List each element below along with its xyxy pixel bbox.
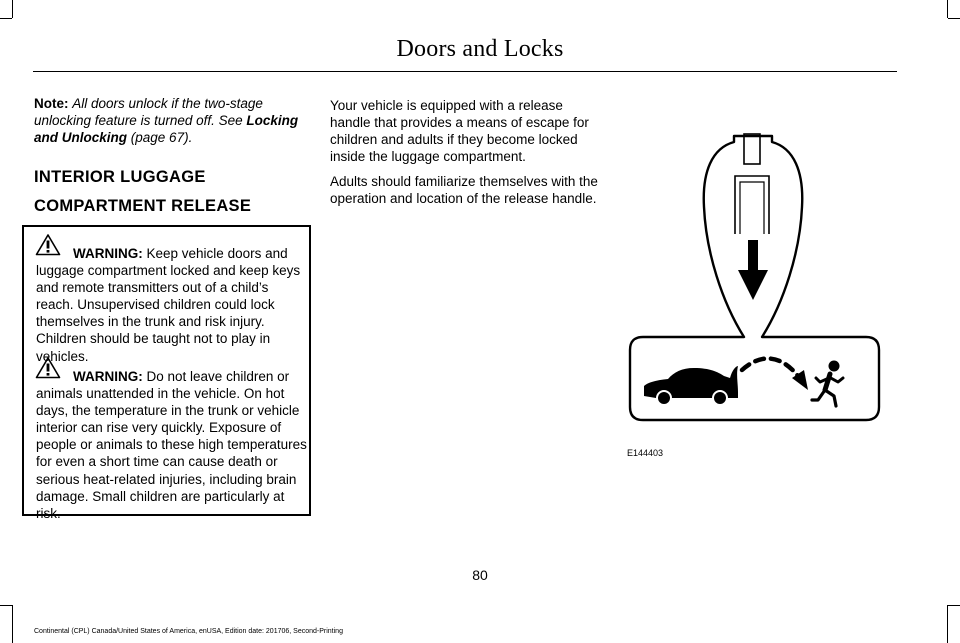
running-child-icon bbox=[812, 361, 843, 407]
warning-2 bbox=[36, 368, 309, 522]
warning-2-label: WARNING: bbox=[73, 369, 143, 384]
crop-mark bbox=[12, 605, 13, 643]
warning-box bbox=[22, 225, 311, 521]
trunk-release-handle-illustration bbox=[622, 132, 884, 424]
footer-edition-text: Continental (CPL) Canada/United States of America, enUSA, Edition date: 201706, Second-Printing bbox=[34, 628, 343, 635]
note-page-ref: (page 67). bbox=[130, 130, 193, 145]
crop-mark bbox=[0, 18, 12, 19]
note-paragraph bbox=[34, 95, 308, 146]
note-text: All doors unlock if the two-stage unlocking feature is turned off. See bbox=[34, 96, 263, 128]
section-heading-line-1: INTERIOR LUGGAGE bbox=[34, 168, 206, 186]
escape-arrowhead bbox=[792, 370, 808, 390]
warning-1 bbox=[36, 245, 309, 365]
down-arrow-icon bbox=[738, 240, 768, 300]
middle-column bbox=[330, 97, 606, 207]
warning-2-text: Do not leave children or animals unattended in the vehicle. On hot days, the temperature in the trunk or vehicle interior can rise very quickly. Exposure of people or animals to these high temperatures for even a short time can cause death or serious heat-related injuries, including brain damage. Small children are particularly at risk. bbox=[36, 369, 307, 521]
crop-mark bbox=[948, 605, 960, 606]
crop-mark bbox=[947, 0, 948, 18]
note-label: Note: bbox=[34, 96, 69, 111]
crop-mark bbox=[948, 18, 960, 19]
figure-code: E144403 bbox=[627, 448, 664, 458]
note-link[interactable]: Locking and Unlocking bbox=[34, 113, 299, 145]
warning-1-text: Keep vehicle doors and luggage compartment locked and keep keys and remote transmitters out of a child’s reach. Unsupervised children could lock themselves in the trunk and risk injury. Children should be taught not to play in vehicles. bbox=[36, 246, 301, 364]
section-heading bbox=[34, 163, 308, 221]
page-title: Doors and Locks bbox=[396, 36, 564, 62]
left-column bbox=[34, 95, 308, 221]
car-icon bbox=[644, 366, 738, 398]
handle-tab bbox=[744, 134, 760, 164]
warning-1-label: WARNING: bbox=[73, 246, 143, 261]
crop-mark bbox=[947, 605, 948, 643]
crop-mark bbox=[12, 0, 13, 18]
body-paragraph-2: Adults should familiarize themselves with the operation and location of the release handle. bbox=[330, 174, 598, 206]
page-number: 80 bbox=[472, 567, 488, 583]
escape-path-arrow bbox=[742, 359, 798, 376]
section-heading-line-2: COMPARTMENT RELEASE bbox=[34, 197, 252, 215]
header-divider bbox=[33, 71, 897, 72]
crop-mark bbox=[0, 605, 12, 606]
body-paragraph-1: Your vehicle is equipped with a release handle that provides a means of escape for children and adults if they become locked inside the luggage compartment. bbox=[330, 98, 589, 164]
